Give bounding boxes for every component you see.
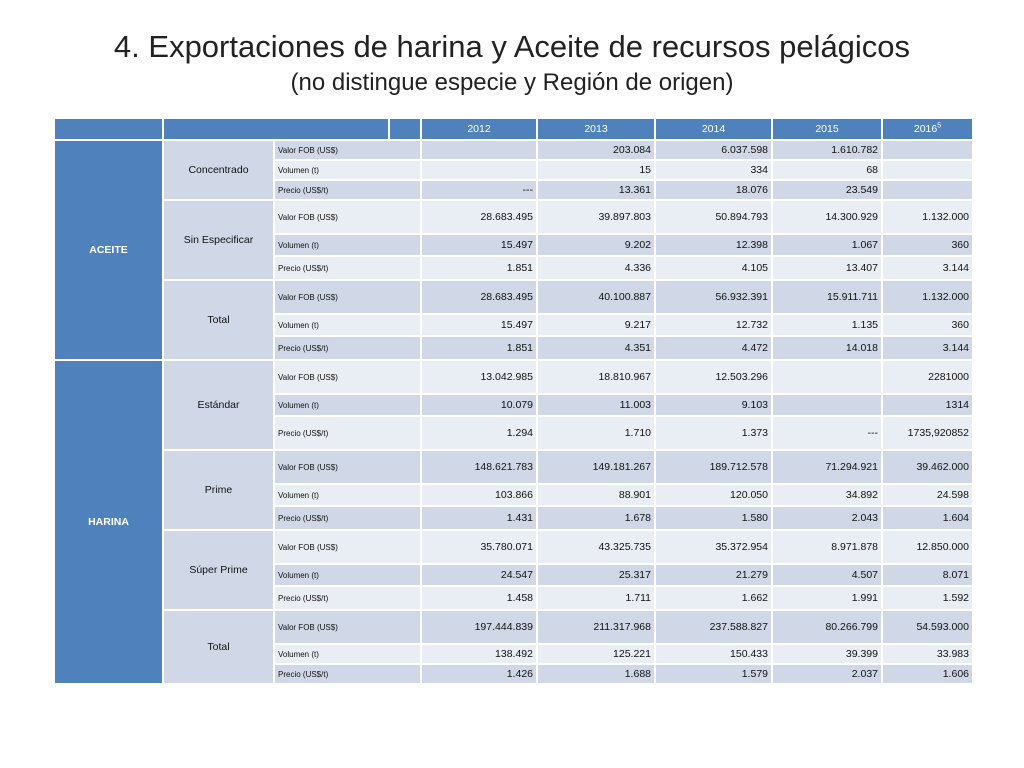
value-cell: 4.507 xyxy=(772,564,882,586)
metric-label: Precio (US$/t) xyxy=(274,416,421,450)
metric-label: Precio (US$/t) xyxy=(274,506,421,530)
value-cell: 1.991 xyxy=(772,586,882,610)
metric-label: Valor FOB (US$) xyxy=(274,450,421,484)
metric-label: Precio (US$/t) xyxy=(274,256,421,280)
metric-label: Volumen (t) xyxy=(274,394,421,416)
value-cell: --- xyxy=(772,416,882,450)
header-blank-type xyxy=(163,118,389,140)
table-row xyxy=(54,450,973,484)
value-cell: 1735,920852 xyxy=(882,416,973,450)
value-cell: 360 xyxy=(882,234,973,256)
value-cell: 88.901 xyxy=(537,484,655,506)
value-cell: 15.497 xyxy=(421,314,537,336)
value-cell: 56.932.391 xyxy=(655,280,772,314)
value-cell: 360 xyxy=(882,314,973,336)
value-cell: 197.444.839 xyxy=(421,610,537,644)
table-row xyxy=(54,530,973,564)
value-cell: 1.678 xyxy=(537,506,655,530)
value-cell: 54.593.000 xyxy=(882,610,973,644)
value-cell: 103.866 xyxy=(421,484,537,506)
value-cell: --- xyxy=(421,180,537,200)
value-cell: 9.103 xyxy=(655,394,772,416)
value-cell: 4.351 xyxy=(537,336,655,360)
value-cell: 211.317.968 xyxy=(537,610,655,644)
value-cell: 4.336 xyxy=(537,256,655,280)
value-cell: 1.579 xyxy=(655,664,772,684)
header-year-2015: 2015 xyxy=(772,118,882,140)
value-cell: 1.662 xyxy=(655,586,772,610)
value-cell: 2281000 xyxy=(882,360,973,394)
metric-label: Volumen (t) xyxy=(274,644,421,664)
value-cell: 11.003 xyxy=(537,394,655,416)
value-cell: 1.067 xyxy=(772,234,882,256)
value-cell: 1.426 xyxy=(421,664,537,684)
value-cell xyxy=(882,180,973,200)
metric-label: Precio (US$/t) xyxy=(274,586,421,610)
value-cell: 18.810.967 xyxy=(537,360,655,394)
value-cell: 50.894.793 xyxy=(655,200,772,234)
exports-table xyxy=(53,117,974,685)
value-cell: 12.850.000 xyxy=(882,530,973,564)
header-row xyxy=(54,118,973,140)
value-cell: 1.688 xyxy=(537,664,655,684)
value-cell xyxy=(421,160,537,180)
value-cell: 13.042.985 xyxy=(421,360,537,394)
value-cell: 18.076 xyxy=(655,180,772,200)
value-cell: 13.407 xyxy=(772,256,882,280)
value-cell: 1.294 xyxy=(421,416,537,450)
value-cell: 39.462.000 xyxy=(882,450,973,484)
value-cell: 1.135 xyxy=(772,314,882,336)
value-cell: 4.472 xyxy=(655,336,772,360)
type-cell-aceite-concentrado: Concentrado xyxy=(163,140,274,200)
value-cell xyxy=(421,140,537,160)
type-cell-aceite-sin-especificar: Sin Especificar xyxy=(163,200,274,280)
value-cell: 35.780.071 xyxy=(421,530,537,564)
value-cell: 3.144 xyxy=(882,256,973,280)
product-cell-aceite: ACEITE xyxy=(54,140,163,360)
value-cell: 43.325.735 xyxy=(537,530,655,564)
slide-title: 4. Exportaciones de harina y Aceite de recursos pelágicos xyxy=(113,29,911,64)
type-cell-harina-super-prime: Súper Prime xyxy=(163,530,274,610)
header-year-2012: 2012 xyxy=(421,118,537,140)
value-cell xyxy=(772,394,882,416)
type-cell-harina-estandar: Estándar xyxy=(163,360,274,450)
value-cell xyxy=(882,160,973,180)
value-cell: 138.492 xyxy=(421,644,537,664)
value-cell: 1.458 xyxy=(421,586,537,610)
value-cell: 15.911.711 xyxy=(772,280,882,314)
value-cell: 71.294.921 xyxy=(772,450,882,484)
value-cell: 2.043 xyxy=(772,506,882,530)
value-cell: 15 xyxy=(537,160,655,180)
value-cell: 10.079 xyxy=(421,394,537,416)
header-year-2014: 2014 xyxy=(655,118,772,140)
product-cell-harina: HARINA xyxy=(54,360,163,684)
type-cell-aceite-total: Total xyxy=(163,280,274,360)
value-cell: 15.497 xyxy=(421,234,537,256)
metric-label: Valor FOB (US$) xyxy=(274,280,421,314)
table-row xyxy=(54,140,973,160)
value-cell: 9.202 xyxy=(537,234,655,256)
metric-label: Valor FOB (US$) xyxy=(274,140,421,160)
value-cell: 125.221 xyxy=(537,644,655,664)
value-cell: 1.604 xyxy=(882,506,973,530)
value-cell: 40.100.887 xyxy=(537,280,655,314)
value-cell: 120.050 xyxy=(655,484,772,506)
value-cell: 1.592 xyxy=(882,586,973,610)
value-cell: 334 xyxy=(655,160,772,180)
value-cell: 8.071 xyxy=(882,564,973,586)
value-cell: 1.610.782 xyxy=(772,140,882,160)
metric-label: Valor FOB (US$) xyxy=(274,610,421,644)
value-cell: 24.547 xyxy=(421,564,537,586)
value-cell: 21.279 xyxy=(655,564,772,586)
value-cell: 148.621.783 xyxy=(421,450,537,484)
value-cell: 28.683.495 xyxy=(421,280,537,314)
value-cell: 12.732 xyxy=(655,314,772,336)
value-cell: 33.983 xyxy=(882,644,973,664)
header-blank-small xyxy=(389,118,421,140)
value-cell: 39.399 xyxy=(772,644,882,664)
header-year-2016-footnote: 5 xyxy=(937,122,942,130)
header-blank-product xyxy=(54,118,163,140)
table-row xyxy=(54,200,973,234)
table-row xyxy=(54,280,973,314)
value-cell: 12.503.296 xyxy=(655,360,772,394)
slide-subtitle: (no distingue especie y Región de origen) xyxy=(290,69,734,96)
table-row xyxy=(54,610,973,644)
value-cell: 1.710 xyxy=(537,416,655,450)
metric-label: Volumen (t) xyxy=(274,160,421,180)
value-cell: 14.300.929 xyxy=(772,200,882,234)
value-cell: 1.132.000 xyxy=(882,280,973,314)
value-cell: 68 xyxy=(772,160,882,180)
value-cell: 3.144 xyxy=(882,336,973,360)
header-year-2016 xyxy=(882,118,973,140)
value-cell: 6.037.598 xyxy=(655,140,772,160)
value-cell xyxy=(772,360,882,394)
value-cell: 237.588.827 xyxy=(655,610,772,644)
value-cell: 39.897.803 xyxy=(537,200,655,234)
value-cell: 1.851 xyxy=(421,256,537,280)
value-cell: 25.317 xyxy=(537,564,655,586)
value-cell xyxy=(882,140,973,160)
value-cell: 34.892 xyxy=(772,484,882,506)
type-cell-harina-prime: Prime xyxy=(163,450,274,530)
value-cell: 13.361 xyxy=(537,180,655,200)
value-cell: 35.372.954 xyxy=(655,530,772,564)
value-cell: 2.037 xyxy=(772,664,882,684)
slide-title-block xyxy=(0,28,1024,100)
metric-label: Volumen (t) xyxy=(274,564,421,586)
value-cell: 1.711 xyxy=(537,586,655,610)
value-cell: 150.433 xyxy=(655,644,772,664)
value-cell: 149.181.267 xyxy=(537,450,655,484)
metric-label: Volumen (t) xyxy=(274,484,421,506)
metric-label: Volumen (t) xyxy=(274,314,421,336)
header-year-2013: 2013 xyxy=(537,118,655,140)
metric-label: Precio (US$/t) xyxy=(274,336,421,360)
table-row xyxy=(54,360,973,394)
value-cell: 80.266.799 xyxy=(772,610,882,644)
value-cell: 8.971.878 xyxy=(772,530,882,564)
value-cell: 14.018 xyxy=(772,336,882,360)
type-cell-harina-total: Total xyxy=(163,610,274,684)
value-cell: 1.132.000 xyxy=(882,200,973,234)
value-cell: 1.373 xyxy=(655,416,772,450)
value-cell: 1.606 xyxy=(882,664,973,684)
header-year-2016-label: 2016 xyxy=(913,123,938,135)
metric-label: Valor FOB (US$) xyxy=(274,200,421,234)
metric-label: Volumen (t) xyxy=(274,234,421,256)
value-cell: 203.084 xyxy=(537,140,655,160)
value-cell: 23.549 xyxy=(772,180,882,200)
metric-label: Precio (US$/t) xyxy=(274,180,421,200)
value-cell: 12.398 xyxy=(655,234,772,256)
value-cell: 1.431 xyxy=(421,506,537,530)
value-cell: 1314 xyxy=(882,394,973,416)
value-cell: 4.105 xyxy=(655,256,772,280)
metric-label: Valor FOB (US$) xyxy=(274,530,421,564)
metric-label: Valor FOB (US$) xyxy=(274,360,421,394)
value-cell: 1.580 xyxy=(655,506,772,530)
value-cell: 28.683.495 xyxy=(421,200,537,234)
metric-label: Precio (US$/t) xyxy=(274,664,421,684)
value-cell: 1.851 xyxy=(421,336,537,360)
value-cell: 24.598 xyxy=(882,484,973,506)
value-cell: 189.712.578 xyxy=(655,450,772,484)
value-cell: 9.217 xyxy=(537,314,655,336)
